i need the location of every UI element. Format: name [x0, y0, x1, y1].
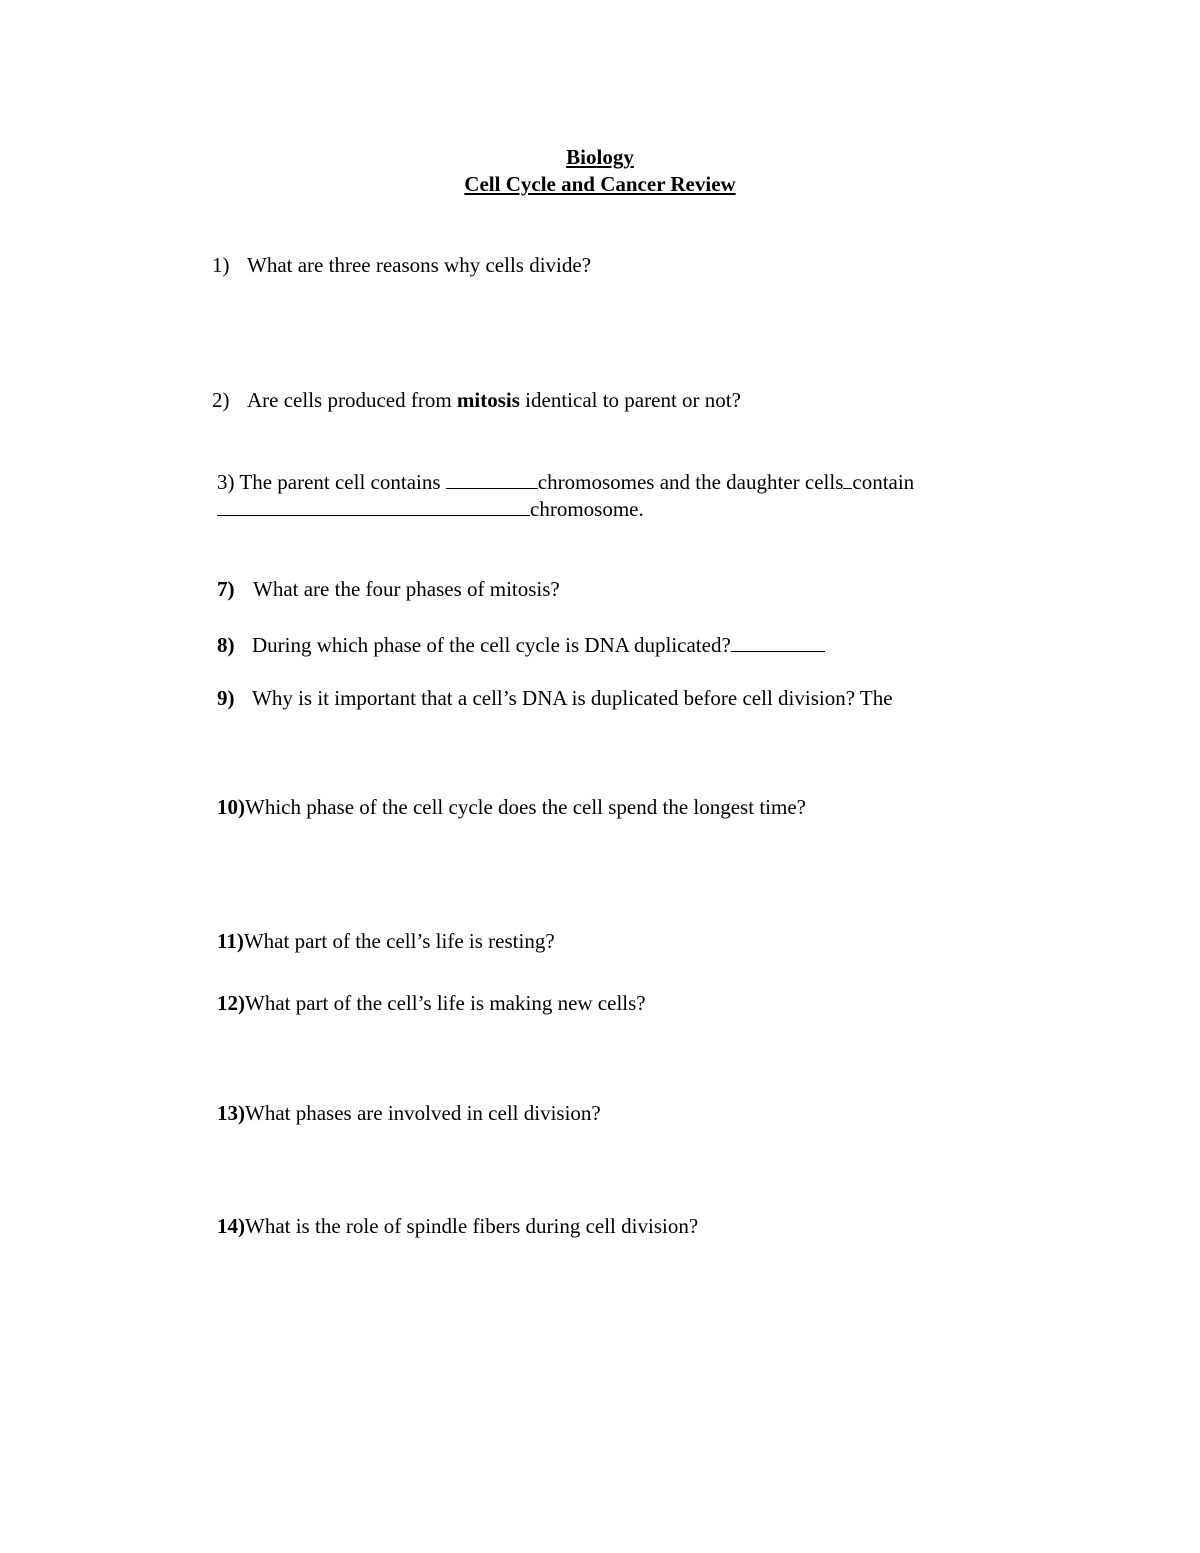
question-text-middle: chromosomes and the daughter cells: [537, 470, 844, 494]
question-text: What phases are involved in cell division?: [245, 1101, 601, 1125]
question-number: 9): [217, 686, 235, 710]
question-number: 7): [217, 577, 235, 601]
question-text: What are the four phases of mitosis?: [253, 577, 560, 601]
question-number: 2): [212, 388, 230, 412]
question-text: During which phase of the cell cycle is DNA duplicated?: [252, 633, 731, 657]
question-text-end: identical to parent or not?: [519, 388, 741, 412]
question-number: 14): [217, 1214, 245, 1238]
worksheet-title: Cell Cycle and Cancer Review: [464, 172, 736, 196]
question-text: Which phase of the cell cycle does the cell spend the longest time?: [245, 795, 806, 819]
question-text: What part of the cell’s life is resting?: [243, 929, 555, 953]
answer-blank: [446, 470, 538, 489]
question-text-start: Are cells produced from: [247, 388, 457, 412]
question-number: 1): [212, 253, 230, 277]
question-text: What part of the cell’s life is making new cells?: [245, 991, 646, 1015]
question-10: [217, 794, 806, 820]
question-text-continued: chromosome.: [530, 497, 644, 521]
question-9: [217, 685, 893, 711]
question-3-line-2: [217, 496, 644, 522]
question-2: [212, 387, 741, 413]
question-number: 10): [217, 795, 245, 819]
question-number: 13): [217, 1101, 245, 1125]
answer-blank: [217, 497, 530, 516]
question-7: [217, 576, 560, 602]
question-3: [217, 469, 914, 495]
question-number: 8): [217, 633, 235, 657]
question-text: What is the role of spindle fibers during cell division?: [245, 1214, 699, 1238]
answer-blank: [731, 633, 825, 652]
question-13: [217, 1100, 601, 1126]
question-bold-term: mitosis: [456, 388, 520, 412]
question-text-start: The parent cell contains: [234, 470, 446, 494]
question-14: [217, 1213, 698, 1239]
question-text-end: contain: [852, 470, 915, 494]
question-1: [212, 252, 591, 278]
question-number: 3): [217, 470, 235, 494]
question-number: 11): [217, 929, 244, 953]
question-11: [217, 928, 555, 954]
question-number: 12): [217, 991, 245, 1015]
question-8: [217, 632, 825, 658]
subject-heading: Biology: [566, 145, 634, 169]
question-12: [217, 990, 646, 1016]
question-text: Why is it important that a cell’s DNA is duplicated before cell division? The: [252, 686, 893, 710]
question-text: What are three reasons why cells divide?: [247, 253, 592, 277]
